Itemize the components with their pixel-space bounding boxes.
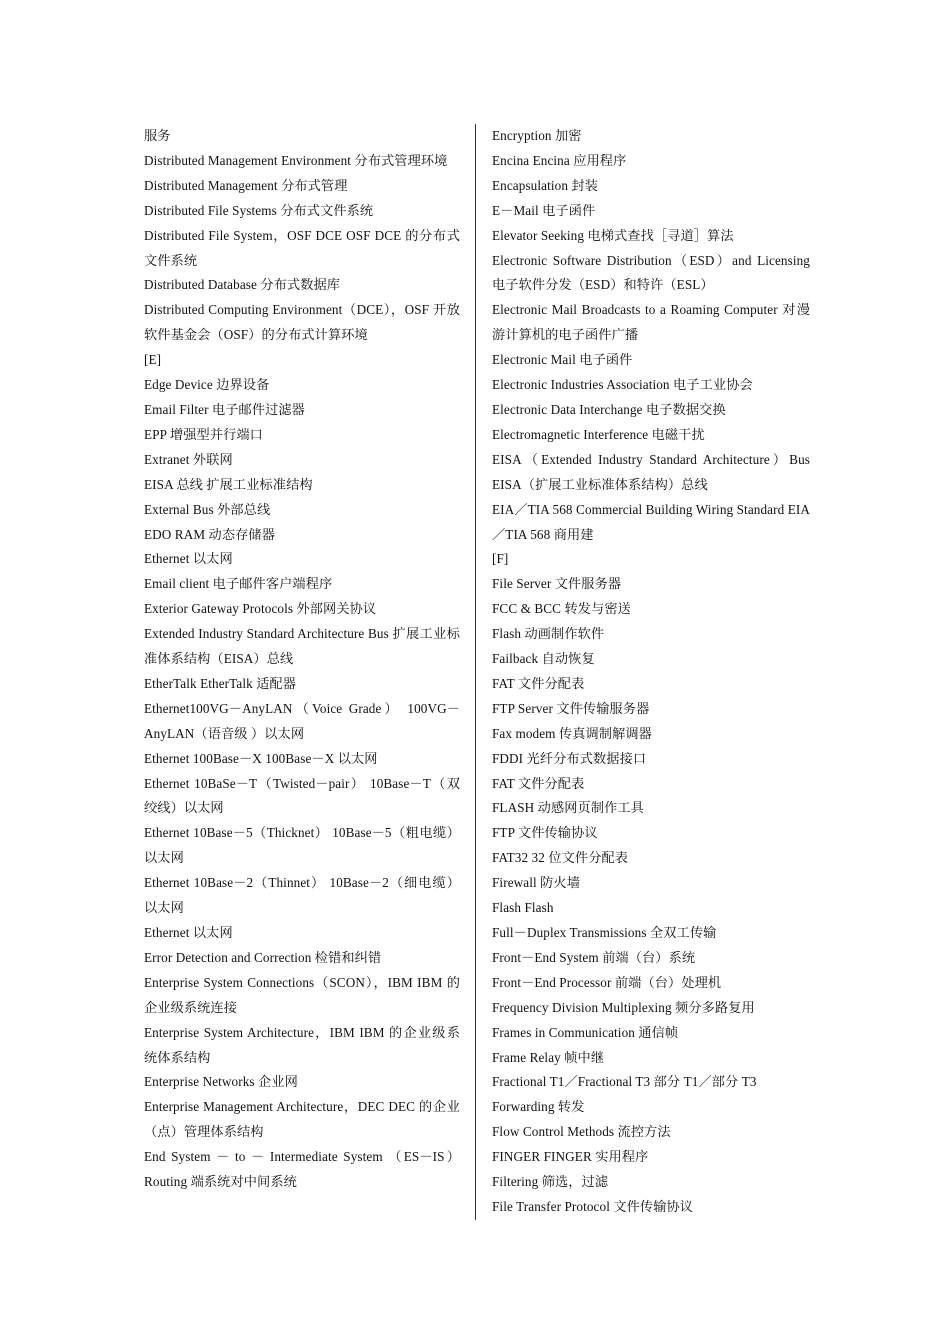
glossary-entry: Edge Device 边界设备 bbox=[144, 377, 270, 393]
glossary-entry: FINGER FINGER 实用程序 bbox=[492, 1149, 649, 1165]
column-divider bbox=[475, 124, 476, 1220]
glossary-entry: Ethernet 10Base－2（Thinnet） 10Base－2（细电缆）以太网 bbox=[144, 875, 460, 916]
glossary-entry: FLASH 动感网页制作工具 bbox=[492, 800, 644, 816]
glossary-entry: Flow Control Methods 流控方法 bbox=[492, 1124, 671, 1140]
glossary-entry: E－Mail 电子函件 bbox=[492, 202, 596, 218]
glossary-entry: Encapsulation 封装 bbox=[492, 177, 598, 193]
glossary-entry: Filtering 筛选，过滤 bbox=[492, 1174, 609, 1190]
glossary-entry: EtherTalk EtherTalk 适配器 bbox=[144, 675, 297, 691]
glossary-entry: Front－End System 前端（台）系统 bbox=[492, 949, 696, 965]
glossary-entry: Ethernet 以太网 bbox=[144, 551, 233, 567]
glossary-entry: Full－Duplex Transmissions 全双工传输 bbox=[492, 925, 717, 940]
glossary-entry: Ethernet 10BaSe－T（Twisted－pair） 10Base－T（双绞线）以太网 bbox=[144, 775, 460, 816]
glossary-entry: Flash Flash bbox=[492, 900, 554, 916]
glossary-entry: FCC & BCC 转发与密送 bbox=[492, 601, 631, 617]
glossary-entry: Electronic Industries Association 电子工业协会 bbox=[492, 377, 753, 393]
glossary-entry: Failback 自动恢复 bbox=[492, 651, 595, 667]
glossary-entry: EISA 总线 扩展工业标准结构 bbox=[144, 476, 313, 492]
glossary-entry: End System － to － Intermediate System （ES－IS）Routing 端系统对中间系统 bbox=[144, 1149, 460, 1190]
glossary-entry: FDDI 光纤分布式数据接口 bbox=[492, 750, 647, 766]
glossary-entry: Distributed Computing Environment（DCE），OSF 开放软件基金会（OSF）的分布式计算环境 bbox=[144, 302, 460, 343]
glossary-entry: Fractional T1／Fractional T3 部分 T1／部分 T3 bbox=[492, 1074, 757, 1090]
glossary-entry: Error Detection and Correction 检错和纠错 bbox=[144, 949, 382, 965]
glossary-entry: Distributed Database 分布式数据库 bbox=[144, 277, 341, 293]
glossary-entry: FTP Server 文件传输服务器 bbox=[492, 700, 650, 716]
glossary-entry: Email client 电子邮件客户端程序 bbox=[144, 576, 333, 592]
glossary-entry: Exterior Gateway Protocols 外部网关协议 bbox=[144, 601, 377, 617]
glossary-entry: Encina Encina 应用程序 bbox=[492, 152, 627, 168]
glossary-entry: Frame Relay 帧中继 bbox=[492, 1049, 605, 1065]
glossary-entry: Enterprise System Architecture，IBM IBM 的企业级系统体系结构 bbox=[144, 1024, 460, 1065]
glossary-entry: Firewall 防火墙 bbox=[492, 875, 581, 891]
glossary-entry: Electronic Mail Broadcasts to a Roaming Computer 对漫游计算机的电子函件广播 bbox=[492, 302, 810, 343]
glossary-entry: EPP 增强型并行端口 bbox=[144, 426, 263, 442]
glossary-entry: Frequency Division Multiplexing 频分多路复用 bbox=[492, 999, 755, 1015]
glossary-entry: Electromagnetic Interference 电磁干扰 bbox=[492, 426, 705, 442]
glossary-entry: Front－End Processor 前端（台）处理机 bbox=[492, 974, 722, 990]
glossary-entry: FAT 文件分配表 bbox=[492, 675, 585, 691]
glossary-entry: Ethernet 100Base－X 100Base－X 以太网 bbox=[144, 750, 378, 766]
glossary-entry: Electronic Data Interchange 电子数据交换 bbox=[492, 401, 726, 417]
glossary-entry: Flash 动画制作软件 bbox=[492, 626, 605, 642]
glossary-entry: Distributed Management 分布式管理 bbox=[144, 177, 348, 193]
section-heading: [F] bbox=[492, 551, 509, 567]
glossary-entry: Extranet 外联网 bbox=[144, 451, 233, 467]
glossary-entry: 服务 bbox=[144, 128, 171, 143]
glossary-entry: File Transfer Protocol 文件传输协议 bbox=[492, 1198, 694, 1214]
glossary-entry: External Bus 外部总线 bbox=[144, 501, 271, 517]
glossary-entry: File Server 文件服务器 bbox=[492, 576, 622, 592]
glossary-entry: EIA／TIA 568 Commercial Building Wiring Standard EIA／TIA 568 商用建 bbox=[492, 501, 810, 542]
glossary-entry: Extended Industry Standard Architecture Bus 扩展工业标准体系结构（EISA）总线 bbox=[144, 626, 460, 667]
glossary-entry: Distributed Management Environment 分布式管理环境 bbox=[144, 152, 448, 168]
glossary-entry: Enterprise System Connections（SCON），IBM IBM 的企业级系统连接 bbox=[144, 974, 460, 1015]
glossary-entry: Fax modem 传真调制解调器 bbox=[492, 725, 652, 741]
glossary-entry: Electronic Software Distribution（ESD）and Licensing 电子软件分发（ESD）和特许（ESL） bbox=[492, 252, 810, 293]
glossary-entry: Frames in Communication 通信帧 bbox=[492, 1024, 679, 1040]
glossary-entry: Elevator Seeking 电梯式查找［寻道］算法 bbox=[492, 227, 734, 243]
glossary-entry: Electronic Mail 电子函件 bbox=[492, 352, 633, 368]
glossary-entry: FAT 文件分配表 bbox=[492, 775, 585, 791]
glossary-entry: EISA（Extended Industry Standard Architecture）Bus EISA（扩展工业标准体系结构）总线 bbox=[492, 451, 810, 492]
glossary-entry: Forwarding 转发 bbox=[492, 1099, 585, 1115]
left-column bbox=[144, 124, 460, 1195]
glossary-entry: FAT32 32 位文件分配表 bbox=[492, 850, 629, 866]
glossary-entry: Ethernet100VG－AnyLAN（Voice Grade） 100VG－AnyLAN（语音级 ）以太网 bbox=[144, 700, 460, 741]
glossary-entry: Enterprise Management Architecture，DEC DEC 的企业（点）管理体系结构 bbox=[144, 1099, 460, 1140]
glossary-entry: Ethernet 10Base－5（Thicknet） 10Base－5（粗电缆）以太网 bbox=[144, 825, 460, 866]
glossary-entry: Encryption 加密 bbox=[492, 128, 582, 143]
glossary-entry: Ethernet 以太网 bbox=[144, 925, 233, 940]
glossary-entry: Distributed File System，OSF DCE OSF DCE 的分布式文件系统 bbox=[144, 227, 460, 268]
right-column bbox=[492, 124, 810, 1220]
glossary-entry: FTP 文件传输协议 bbox=[492, 825, 598, 841]
glossary-entry: Distributed File Systems 分布式文件系统 bbox=[144, 202, 374, 218]
glossary-entry: EDO RAM 动态存储器 bbox=[144, 526, 275, 542]
section-heading: [E] bbox=[144, 352, 162, 368]
glossary-entry: Email Filter 电子邮件过滤器 bbox=[144, 401, 305, 417]
glossary-entry: Enterprise Networks 企业网 bbox=[144, 1074, 298, 1090]
